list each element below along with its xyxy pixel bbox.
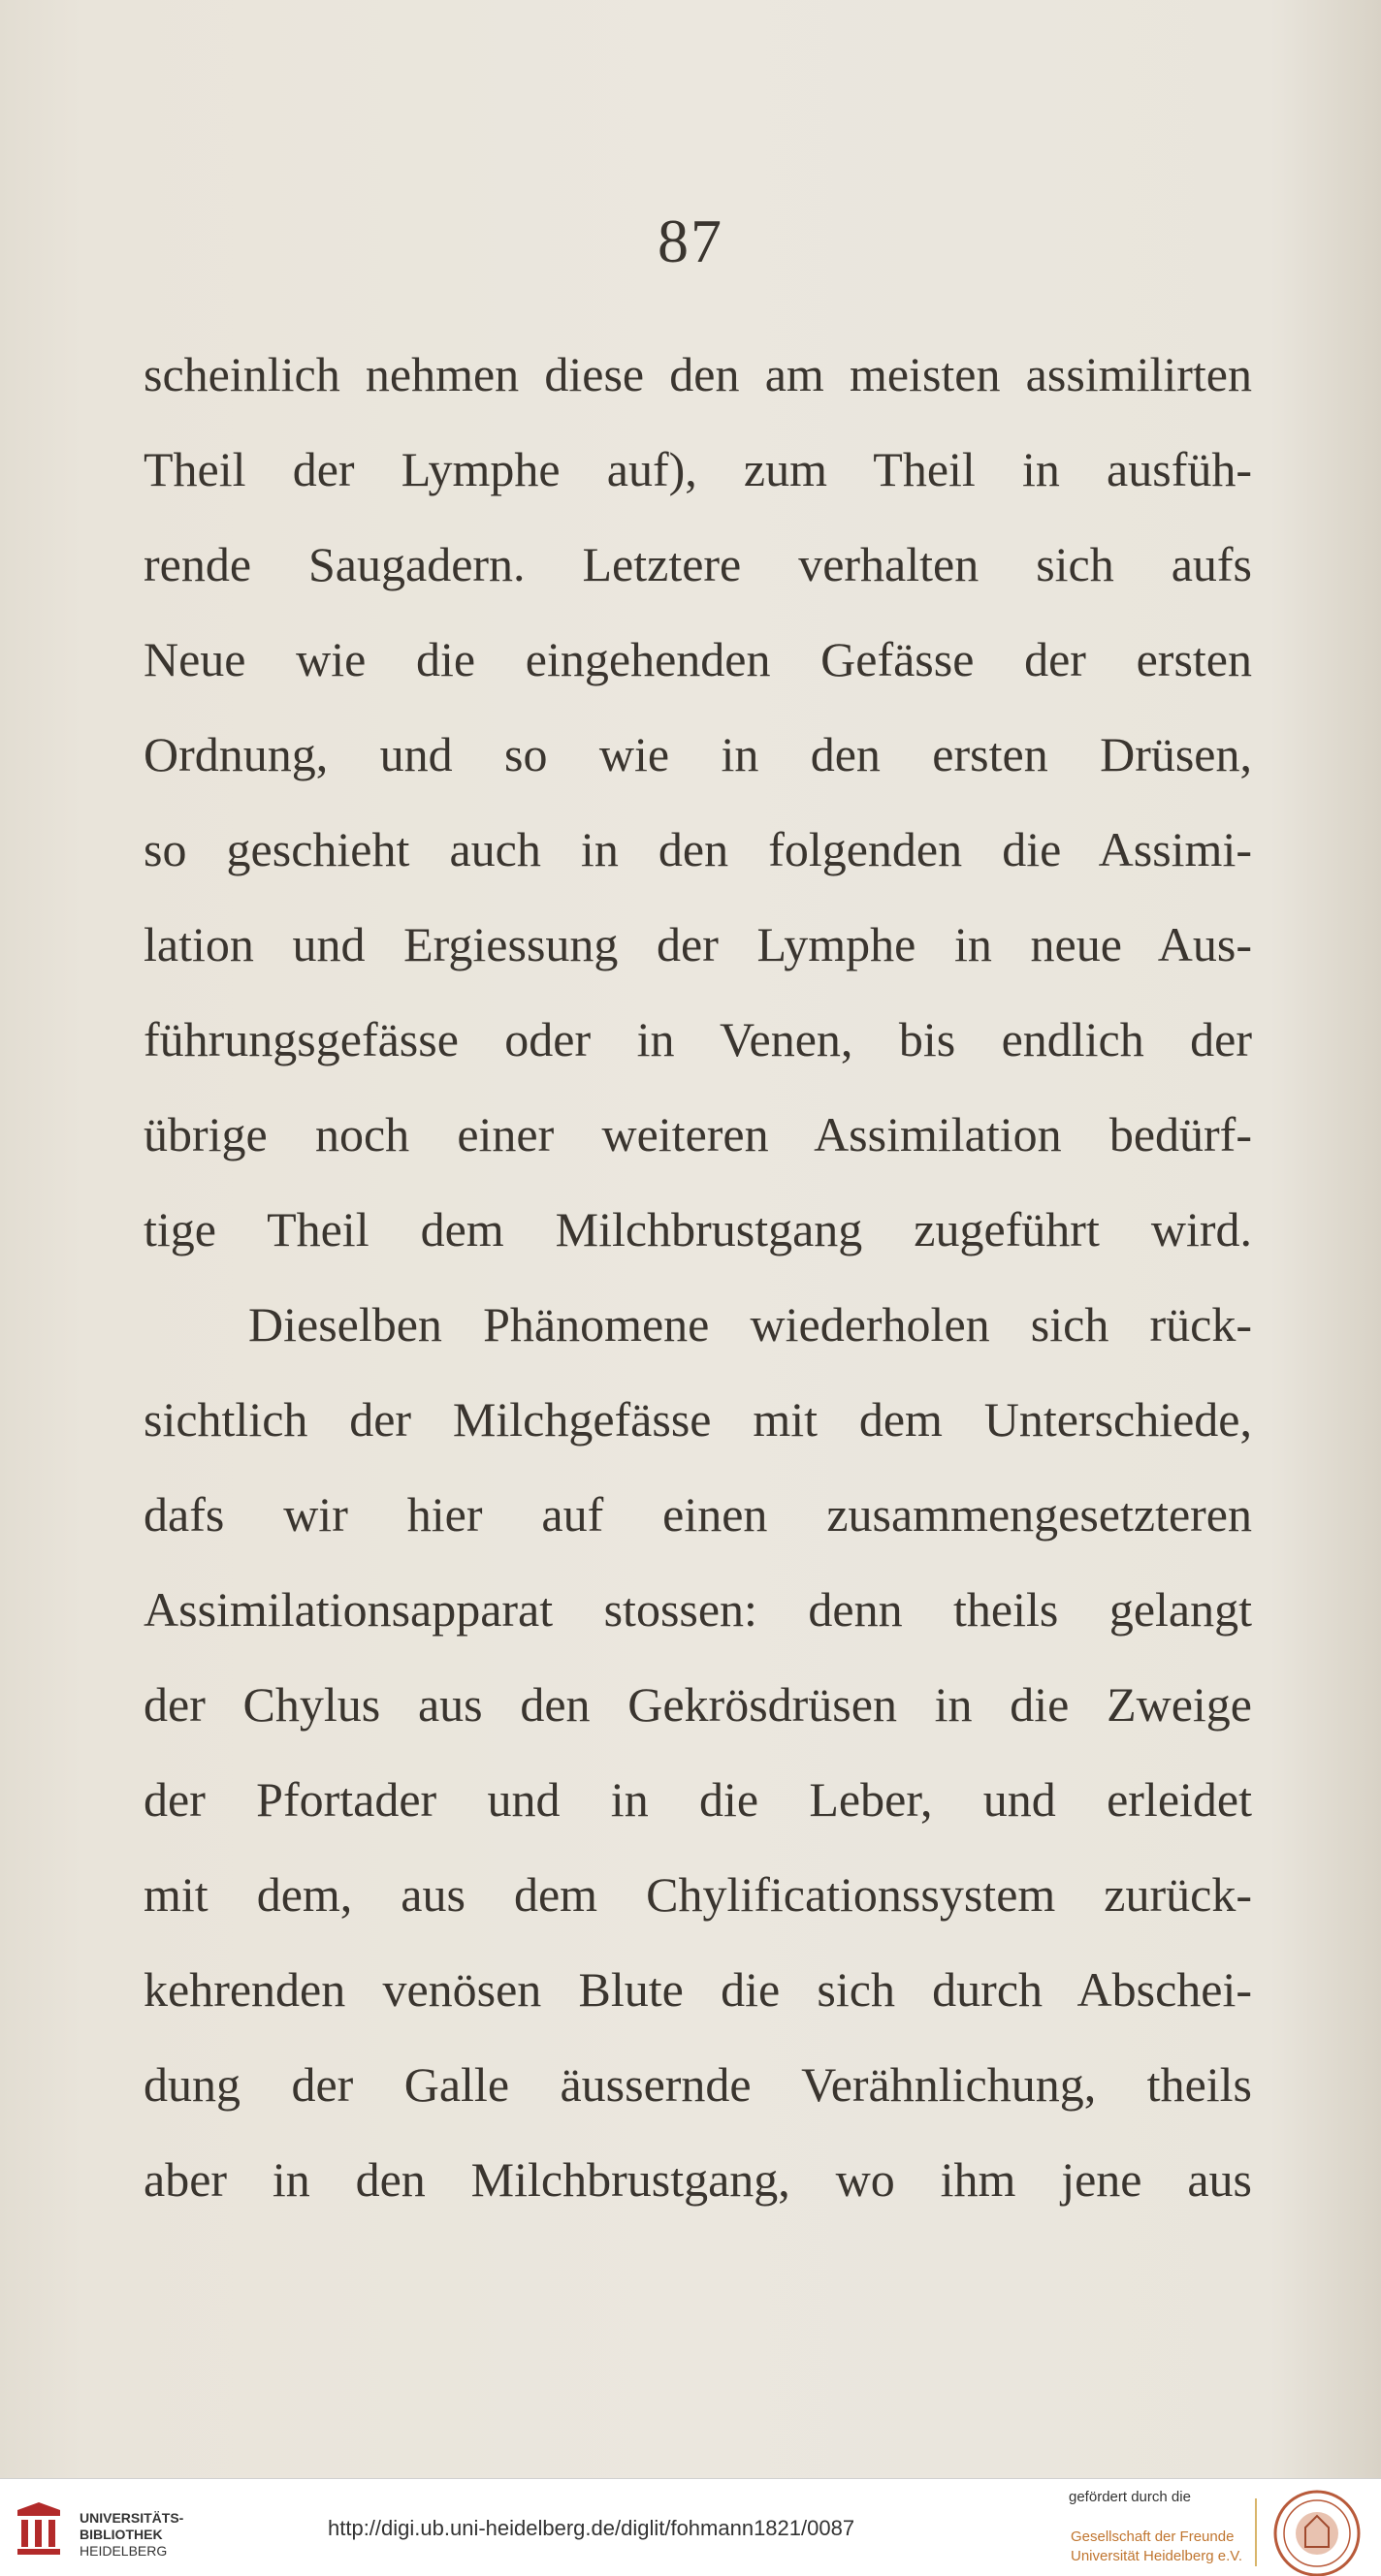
permalink-url[interactable]: http://digi.ub.uni-heidelberg.de/diglit/fohmann1821/0087 <box>328 2516 855 2540</box>
library-name-line-3: HEIDELBERG <box>80 2543 168 2559</box>
sponsor-name-line-2: Universität Heidelberg e.V. <box>1071 2548 1243 2564</box>
sponsor-divider <box>1255 2498 1257 2566</box>
text-line-15: der Chylus aus den Gekrösdrüsen in die Zweige <box>144 1677 1252 1732</box>
library-name-line-2: BIBLIOTHEK <box>80 2527 163 2542</box>
text-line-9: übrige noch einer weiteren Assimilation bedürf- <box>144 1107 1252 1161</box>
page-number: 87 <box>658 207 723 275</box>
sponsor-caption: gefördert durch die <box>1069 2489 1191 2505</box>
text-line-19: dung der Galle äussernde Verähnlichung, theils <box>144 2057 1252 2112</box>
text-line-7: lation und Ergiessung der Lymphe in neue Aus- <box>144 917 1252 971</box>
text-line-17: mit dem, aus dem Chylificationssystem zurück- <box>144 1867 1252 1922</box>
text-line-12: sichtlich der Milchgefässe mit dem Unterschiede, <box>144 1392 1252 1447</box>
text-line-5: Ordnung, und so wie in den ersten Drüsen, <box>144 727 1252 781</box>
text-line-6: so geschieht auch in den folgenden die Assimi- <box>144 822 1252 876</box>
text-line-13: dafs wir hier auf einen zusammengesetzteren <box>144 1487 1252 1542</box>
text-line-1: scheinlich nehmen diese den am meisten assimilirten <box>144 347 1252 401</box>
sponsor-name-line-1: Gesellschaft der Freunde <box>1071 2528 1235 2545</box>
text-line-11: Dieselben Phänomene wiederholen sich rück- <box>248 1297 1252 1352</box>
sponsor-name <box>1071 2528 1242 2566</box>
text-line-2: Theil der Lymphe auf), zum Theil in ausfüh- <box>144 442 1252 496</box>
university-seal-icon <box>1272 2489 1362 2576</box>
digitization-footer <box>0 2478 1381 2576</box>
text-line-8: führungsgefässe oder in Venen, bis endlich der <box>144 1012 1252 1066</box>
text-line-3: rende Saugadern. Letztere verhalten sich aufs <box>144 537 1252 591</box>
text-line-16: der Pfortader und in die Leber, und erleidet <box>144 1772 1252 1827</box>
text-line-14: Assimilationsapparat stossen: denn theils gelangt <box>144 1582 1252 1637</box>
library-logo-icon <box>14 2500 64 2557</box>
text-line-10: tige Theil dem Milchbrustgang zugeführt wird. <box>144 1202 1252 1256</box>
library-name <box>80 2510 183 2560</box>
text-line-18: kehrenden venösen Blute die sich durch Abschei- <box>144 1962 1252 2017</box>
text-line-4: Neue wie die eingehenden Gefässe der ersten <box>144 632 1252 686</box>
library-name-line-1: UNIVERSITÄTS- <box>80 2510 184 2526</box>
text-line-20: aber in den Milchbrustgang, wo ihm jene aus <box>144 2152 1252 2207</box>
